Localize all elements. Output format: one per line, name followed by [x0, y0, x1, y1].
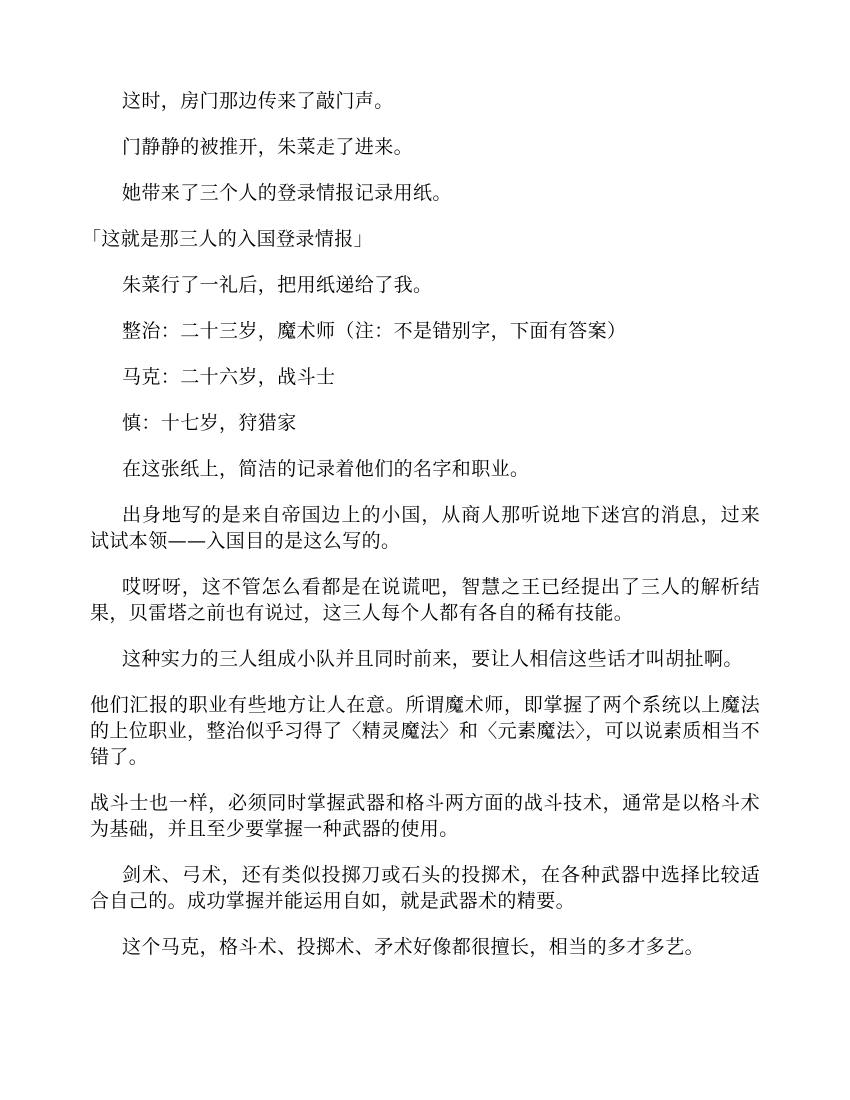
- paragraph-dialogue: 「这就是那三人的入国登录情报」: [82, 228, 374, 250]
- paragraph-lying: 哎呀呀，这不管怎么看都是在说谎吧，智慧之王已经提出了三人的解析结果，贝雷塔之前也有说过，这三人每个人都有各自的稀有技能。: [90, 576, 760, 624]
- paragraph-origin: 出身地写的是来自帝国边上的小国，从商人那听说地下迷宫的消息，过来试试本领——入国目的是这么写的。: [90, 504, 760, 552]
- paragraph-record-1: 整治：二十三岁，魔术师（注：不是错别字，下面有答案）: [122, 320, 627, 342]
- paragraph-nonsense: 这种实力的三人组成小队并且同时前来，要让人相信这些话才叫胡扯啊。: [122, 648, 743, 670]
- paragraph-fighter: 战斗士也一样，必须同时掌握武器和格斗两方面的战斗技术，通常是以格斗术为基础，并且至少要掌握一种武器的使用。: [90, 792, 760, 840]
- paragraph-hand-over: 朱菜行了一礼后，把用纸递给了我。: [122, 274, 433, 296]
- document-page: [82, 88, 760, 960]
- paragraph-record-2: 马克：二十六岁，战斗士: [122, 366, 336, 388]
- paragraph-weapons: 剑术、弓术，还有类似投掷刀或石头的投掷术，在各种武器中选择比较适合自己的。成功掌握并能运用自如，就是武器术的精要。: [90, 864, 760, 912]
- paragraph-mark: 这个马克，格斗术、投掷术、矛术好像都很擅长，相当的多才多艺。: [122, 936, 705, 958]
- paragraph-records: 她带来了三个人的登录情报记录用纸。: [122, 182, 452, 204]
- paragraph-door-opens: 门静静的被推开，朱菜走了进来。: [122, 136, 414, 158]
- paragraph-names-jobs: 在这张纸上，简洁的记录着他们的名字和职业。: [122, 458, 530, 480]
- paragraph-knock: 这时，房门那边传来了敲门声。: [122, 90, 394, 112]
- paragraph-record-3: 慎：十七岁，狩猎家: [122, 412, 297, 434]
- paragraph-magician: 他们汇报的职业有些地方让人在意。所谓魔术师，即掌握了两个系统以上魔法的上位职业，整治似乎习得了〈精灵魔法〉和〈元素魔法〉，可以说素质相当不错了。: [90, 694, 760, 768]
